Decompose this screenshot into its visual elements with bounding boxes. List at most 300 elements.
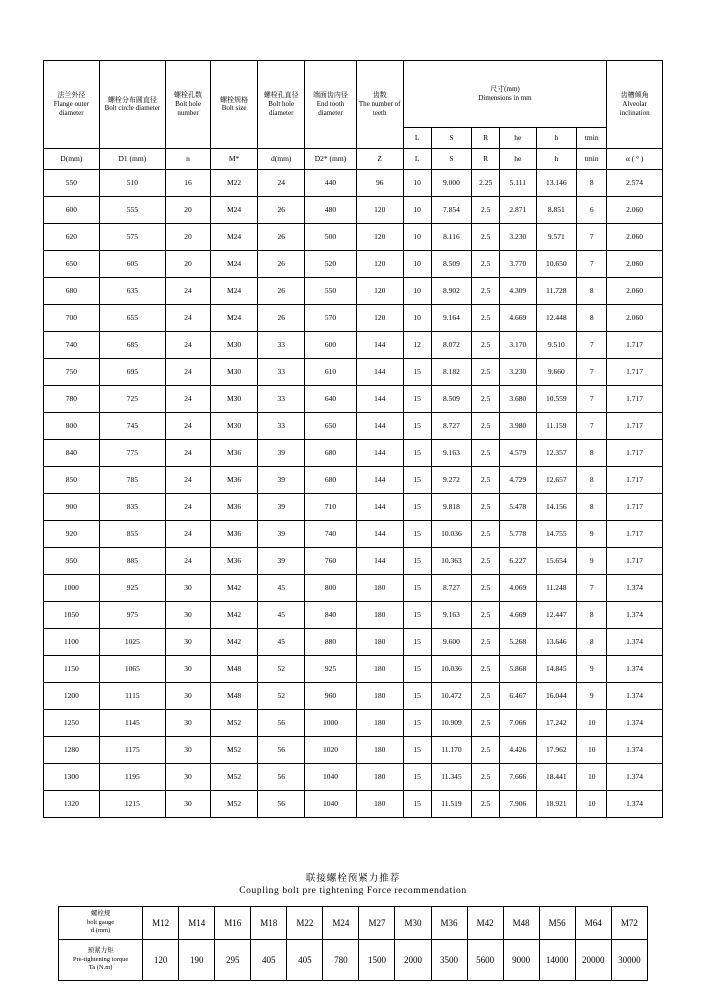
bolt-gauge-value: M12 (143, 907, 179, 940)
header-flange-outer-diameter (44, 61, 100, 149)
cell-he: 5.478 (500, 494, 536, 521)
bolt-torque-value: 3500 (431, 940, 467, 981)
table-row (44, 548, 663, 575)
cell-D1: 785 (99, 467, 165, 494)
table-row (44, 386, 663, 413)
cell-R: 2.5 (472, 251, 500, 278)
cell-Z: 144 (356, 413, 403, 440)
cell-M: M30 (211, 359, 258, 386)
cell-D1: 925 (99, 575, 165, 602)
cell-D1: 1115 (99, 683, 165, 710)
cell-h: 12.447 (536, 602, 577, 629)
cell-alpha: 1.717 (607, 413, 663, 440)
cell-he: 4.069 (500, 575, 536, 602)
cell-he: 6.467 (500, 683, 536, 710)
cell-S: 10.363 (431, 548, 472, 575)
cell-d: 39 (258, 548, 305, 575)
cell-D1: 775 (99, 440, 165, 467)
cell-D: 840 (44, 440, 100, 467)
cell-L: 15 (403, 629, 431, 656)
cell-D2: 710 (305, 494, 356, 521)
bolt-torque-value: 2000 (395, 940, 431, 981)
cell-D1: 1065 (99, 656, 165, 683)
cell-he: 3.770 (500, 251, 536, 278)
cell-d: 45 (258, 629, 305, 656)
cell-D2: 610 (305, 359, 356, 386)
cell-M: M48 (211, 683, 258, 710)
cell-tmin: 8 (577, 629, 607, 656)
cell-tmin: 10 (577, 737, 607, 764)
cell-S: 11.170 (431, 737, 472, 764)
cell-d: 26 (258, 224, 305, 251)
cell-n: 24 (166, 440, 211, 467)
cell-alpha: 2.060 (607, 224, 663, 251)
cell-tmin: 7 (577, 359, 607, 386)
header-alveolar-inclination (607, 61, 663, 149)
cell-tmin: 10 (577, 710, 607, 737)
cell-d: 56 (258, 737, 305, 764)
bolt-gauge-label-cn: 螺栓规 (90, 910, 111, 918)
cell-he: 3.230 (500, 224, 536, 251)
cell-D1: 1195 (99, 764, 165, 791)
cell-S: 9.163 (431, 440, 472, 467)
header-sym-L-2: L (403, 149, 431, 170)
bolt-torque-value: 20000 (575, 940, 611, 981)
cell-he: 4.426 (500, 737, 536, 764)
cell-S: 8.727 (431, 413, 472, 440)
cell-alpha: 1.374 (607, 737, 663, 764)
cell-R: 2.5 (472, 575, 500, 602)
cell-alpha: 1.717 (607, 548, 663, 575)
cell-R: 2.5 (472, 278, 500, 305)
cell-tmin: 10 (577, 791, 607, 818)
cell-L: 15 (403, 440, 431, 467)
cell-R: 2.5 (472, 683, 500, 710)
cell-tmin: 7 (577, 575, 607, 602)
cell-h: 14.156 (536, 494, 577, 521)
cell-D1: 745 (99, 413, 165, 440)
cell-he: 4.669 (500, 602, 536, 629)
table-row (44, 791, 663, 818)
cell-tmin: 7 (577, 251, 607, 278)
header-dimensions-group (403, 61, 606, 128)
cell-tmin: 9 (577, 548, 607, 575)
table-header-row-labels (44, 61, 663, 128)
cell-n: 30 (166, 575, 211, 602)
cell-L: 15 (403, 548, 431, 575)
cell-R: 2.5 (472, 305, 500, 332)
cell-D1: 555 (99, 197, 165, 224)
header-sym-h: h (536, 128, 577, 149)
bolt-gauge-value: M14 (179, 907, 215, 940)
cell-R: 2.5 (472, 764, 500, 791)
header-cn: 螺栓分布圆直径 (107, 95, 157, 104)
cell-D: 850 (44, 467, 100, 494)
cell-R: 2.5 (472, 467, 500, 494)
cell-d: 26 (258, 278, 305, 305)
bolt-pretightening-table (58, 906, 648, 981)
bolt-torque-value: 780 (323, 940, 359, 981)
cell-R: 2.5 (472, 521, 500, 548)
cell-D1: 575 (99, 224, 165, 251)
table-row (44, 197, 663, 224)
cell-R: 2.5 (472, 710, 500, 737)
cell-D: 1280 (44, 737, 100, 764)
header-sym-L: L (403, 128, 431, 149)
cell-S: 8.902 (431, 278, 472, 305)
bolt-torque-value: 190 (179, 940, 215, 981)
cell-he: 3.980 (500, 413, 536, 440)
header-sym-D1: D1 (mm) (99, 149, 165, 170)
cell-h: 12.657 (536, 467, 577, 494)
cell-R: 2.5 (472, 197, 500, 224)
cell-alpha: 1.374 (607, 575, 663, 602)
cell-D: 1320 (44, 791, 100, 818)
cell-D: 1300 (44, 764, 100, 791)
cell-D2: 1040 (305, 791, 356, 818)
cell-D2: 1020 (305, 737, 356, 764)
cell-M: M36 (211, 548, 258, 575)
cell-R: 2.5 (472, 791, 500, 818)
header-sym-S-2: S (431, 149, 472, 170)
cell-R: 2.5 (472, 440, 500, 467)
cell-M: M22 (211, 170, 258, 197)
cell-Z: 144 (356, 548, 403, 575)
cell-D: 1100 (44, 629, 100, 656)
cell-n: 30 (166, 710, 211, 737)
cell-S: 10.472 (431, 683, 472, 710)
cell-he: 7.906 (500, 791, 536, 818)
cell-M: M48 (211, 656, 258, 683)
cell-h: 18.441 (536, 764, 577, 791)
cell-D2: 640 (305, 386, 356, 413)
cell-d: 39 (258, 494, 305, 521)
header-cn: 齿槽倾角 (620, 91, 649, 100)
cell-D1: 975 (99, 602, 165, 629)
cell-D2: 480 (305, 197, 356, 224)
cell-D2: 600 (305, 332, 356, 359)
cell-L: 10 (403, 305, 431, 332)
cell-he: 2.871 (500, 197, 536, 224)
header-bolt-hole-number (166, 61, 211, 149)
cell-L: 15 (403, 764, 431, 791)
cell-L: 10 (403, 197, 431, 224)
cell-D2: 1000 (305, 710, 356, 737)
cell-d: 52 (258, 656, 305, 683)
cell-he: 4.579 (500, 440, 536, 467)
header-bolt-hole-diameter (258, 61, 305, 149)
flange-dimension-table-wrapper (43, 60, 663, 818)
cell-M: M30 (211, 386, 258, 413)
cell-S: 10.036 (431, 521, 472, 548)
cell-alpha: 2.060 (607, 305, 663, 332)
cell-M: M36 (211, 440, 258, 467)
cell-alpha: 1.374 (607, 683, 663, 710)
cell-S: 9.818 (431, 494, 472, 521)
table-row (44, 737, 663, 764)
cell-R: 2.5 (472, 602, 500, 629)
cell-tmin: 8 (577, 494, 607, 521)
cell-L: 15 (403, 602, 431, 629)
cell-M: M30 (211, 332, 258, 359)
header-sym-he: he (500, 128, 536, 149)
cell-R: 2.5 (472, 737, 500, 764)
header-en: Bolt hole number (175, 99, 201, 117)
cell-d: 33 (258, 386, 305, 413)
bolt-torque-label-cn: 预紧力矩 (87, 947, 114, 955)
bolt-gauge-value: M64 (575, 907, 611, 940)
bolt-gauge-value: M27 (359, 907, 395, 940)
cell-h: 18.921 (536, 791, 577, 818)
cell-alpha: 1.717 (607, 359, 663, 386)
bolt-torque-value: 30000 (611, 940, 647, 981)
cell-L: 15 (403, 521, 431, 548)
cell-h: 9.510 (536, 332, 577, 359)
cell-alpha: 2.060 (607, 197, 663, 224)
cell-M: M52 (211, 737, 258, 764)
cell-D: 780 (44, 386, 100, 413)
bolt-torque-value: 14000 (539, 940, 575, 981)
cell-S: 9.600 (431, 629, 472, 656)
cell-n: 20 (166, 251, 211, 278)
cell-h: 17.962 (536, 737, 577, 764)
bolt-section-title-cn: 联接螺栓预紧力推荐 (305, 874, 401, 884)
cell-d: 26 (258, 251, 305, 278)
cell-D1: 605 (99, 251, 165, 278)
cell-tmin: 9 (577, 521, 607, 548)
cell-n: 30 (166, 602, 211, 629)
cell-D1: 1145 (99, 710, 165, 737)
cell-tmin: 8 (577, 602, 607, 629)
bolt-torque-value: 295 (215, 940, 251, 981)
header-sym-tmin: tmin (577, 128, 607, 149)
cell-he: 7.066 (500, 710, 536, 737)
cell-h: 9.571 (536, 224, 577, 251)
cell-L: 15 (403, 386, 431, 413)
cell-M: M24 (211, 278, 258, 305)
cell-D1: 510 (99, 170, 165, 197)
table-row (44, 602, 663, 629)
table-row (44, 278, 663, 305)
cell-tmin: 9 (577, 683, 607, 710)
header-end-tooth-diameter (305, 61, 356, 149)
cell-M: M42 (211, 629, 258, 656)
cell-S: 8.509 (431, 386, 472, 413)
cell-h: 16.044 (536, 683, 577, 710)
cell-alpha: 1.374 (607, 629, 663, 656)
cell-S: 9.272 (431, 467, 472, 494)
cell-D: 700 (44, 305, 100, 332)
cell-n: 30 (166, 656, 211, 683)
cell-d: 24 (258, 170, 305, 197)
cell-L: 15 (403, 656, 431, 683)
table-row (44, 764, 663, 791)
cell-D1: 1175 (99, 737, 165, 764)
cell-D2: 680 (305, 440, 356, 467)
bolt-torque-value: 120 (143, 940, 179, 981)
table-row (44, 521, 663, 548)
cell-S: 8.727 (431, 575, 472, 602)
cell-S: 11.345 (431, 764, 472, 791)
cell-n: 30 (166, 683, 211, 710)
cell-R: 2.5 (472, 656, 500, 683)
cell-Z: 180 (356, 575, 403, 602)
bolt-torque-value: 405 (251, 940, 287, 981)
cell-tmin: 10 (577, 764, 607, 791)
cell-M: M36 (211, 494, 258, 521)
bolt-torque-value: 405 (287, 940, 323, 981)
header-sym-n: n (166, 149, 211, 170)
cell-Z: 180 (356, 629, 403, 656)
cell-alpha: 1.717 (607, 521, 663, 548)
cell-h: 15.654 (536, 548, 577, 575)
cell-D1: 1215 (99, 791, 165, 818)
cell-h: 12.357 (536, 440, 577, 467)
header-sym-D: D(mm) (44, 149, 100, 170)
cell-d: 26 (258, 197, 305, 224)
cell-D: 800 (44, 413, 100, 440)
bolt-gauge-label-en: bolt gauge (86, 918, 115, 926)
bolt-gauge-value: M42 (467, 907, 503, 940)
table-row (44, 575, 663, 602)
cell-he: 5.111 (500, 170, 536, 197)
header-en: Bolt hole diameter (268, 99, 295, 117)
cell-Z: 144 (356, 386, 403, 413)
cell-n: 24 (166, 521, 211, 548)
cell-n: 24 (166, 548, 211, 575)
cell-R: 2.5 (472, 224, 500, 251)
cell-M: M30 (211, 413, 258, 440)
cell-D: 1000 (44, 575, 100, 602)
cell-S: 10.036 (431, 656, 472, 683)
cell-L: 10 (403, 251, 431, 278)
cell-tmin: 9 (577, 656, 607, 683)
cell-Z: 180 (356, 737, 403, 764)
table-row (44, 629, 663, 656)
cell-tmin: 8 (577, 440, 607, 467)
cell-alpha: 1.717 (607, 332, 663, 359)
cell-D1: 725 (99, 386, 165, 413)
cell-d: 56 (258, 710, 305, 737)
cell-M: M52 (211, 710, 258, 737)
cell-he: 5.778 (500, 521, 536, 548)
bolt-torque-row (59, 940, 648, 981)
cell-L: 15 (403, 467, 431, 494)
cell-M: M36 (211, 467, 258, 494)
cell-tmin: 8 (577, 170, 607, 197)
header-sym-R-2: R (472, 149, 500, 170)
cell-D: 750 (44, 359, 100, 386)
cell-R: 2.5 (472, 548, 500, 575)
cell-D: 600 (44, 197, 100, 224)
table-row (44, 170, 663, 197)
cell-D2: 880 (305, 629, 356, 656)
cell-L: 15 (403, 359, 431, 386)
cell-h: 8.851 (536, 197, 577, 224)
cell-D1: 695 (99, 359, 165, 386)
cell-h: 13.646 (536, 629, 577, 656)
cell-S: 10.909 (431, 710, 472, 737)
cell-R: 2.5 (472, 629, 500, 656)
cell-D1: 835 (99, 494, 165, 521)
bolt-section-title (30, 870, 676, 896)
cell-d: 33 (258, 359, 305, 386)
cell-D1: 885 (99, 548, 165, 575)
cell-D2: 960 (305, 683, 356, 710)
cell-L: 15 (403, 413, 431, 440)
cell-he: 4.669 (500, 305, 536, 332)
cell-n: 24 (166, 494, 211, 521)
cell-Z: 144 (356, 440, 403, 467)
cell-Z: 120 (356, 305, 403, 332)
cell-S: 8.509 (431, 251, 472, 278)
cell-d: 33 (258, 413, 305, 440)
cell-he: 5.868 (500, 656, 536, 683)
cell-h: 14.845 (536, 656, 577, 683)
header-cn: 端面齿内径 (312, 91, 348, 100)
cell-D1: 655 (99, 305, 165, 332)
cell-M: M42 (211, 575, 258, 602)
header-cn: 螺栓孔直径 (263, 91, 299, 100)
bolt-gauge-value: M30 (395, 907, 431, 940)
cell-R: 2.5 (472, 386, 500, 413)
cell-D2: 550 (305, 278, 356, 305)
header-sym-tmin-2: tmin (577, 149, 607, 170)
bolt-torque-value: 1500 (359, 940, 395, 981)
header-sym-alpha: α ( ° ) (607, 149, 663, 170)
cell-he: 3.680 (500, 386, 536, 413)
cell-L: 15 (403, 710, 431, 737)
cell-D2: 1040 (305, 764, 356, 791)
cell-M: M24 (211, 305, 258, 332)
cell-D2: 440 (305, 170, 356, 197)
cell-D: 650 (44, 251, 100, 278)
cell-h: 11.728 (536, 278, 577, 305)
bolt-gauge-value: M22 (287, 907, 323, 940)
cell-n: 24 (166, 467, 211, 494)
cell-alpha: 1.717 (607, 386, 663, 413)
cell-h: 10.559 (536, 386, 577, 413)
cell-Z: 180 (356, 710, 403, 737)
cell-L: 15 (403, 791, 431, 818)
cell-n: 24 (166, 278, 211, 305)
cell-D1: 1025 (99, 629, 165, 656)
cell-d: 45 (258, 602, 305, 629)
cell-S: 7.854 (431, 197, 472, 224)
cell-n: 20 (166, 197, 211, 224)
cell-d: 39 (258, 467, 305, 494)
header-cn: 螺栓规格 (220, 95, 249, 104)
cell-M: M42 (211, 602, 258, 629)
bolt-gauge-value: M36 (431, 907, 467, 940)
cell-n: 24 (166, 413, 211, 440)
cell-D1: 855 (99, 521, 165, 548)
header-en: Bolt size (221, 104, 247, 113)
header-cn: 尺寸(mm) (490, 85, 520, 94)
cell-D2: 760 (305, 548, 356, 575)
cell-S: 9.164 (431, 305, 472, 332)
cell-S: 9.000 (431, 170, 472, 197)
cell-Z: 144 (356, 332, 403, 359)
cell-Z: 180 (356, 791, 403, 818)
cell-D: 900 (44, 494, 100, 521)
table-row (44, 494, 663, 521)
cell-D: 1150 (44, 656, 100, 683)
cell-R: 2.5 (472, 494, 500, 521)
header-sym-h-2: h (536, 149, 577, 170)
table-row (44, 305, 663, 332)
cell-D2: 520 (305, 251, 356, 278)
